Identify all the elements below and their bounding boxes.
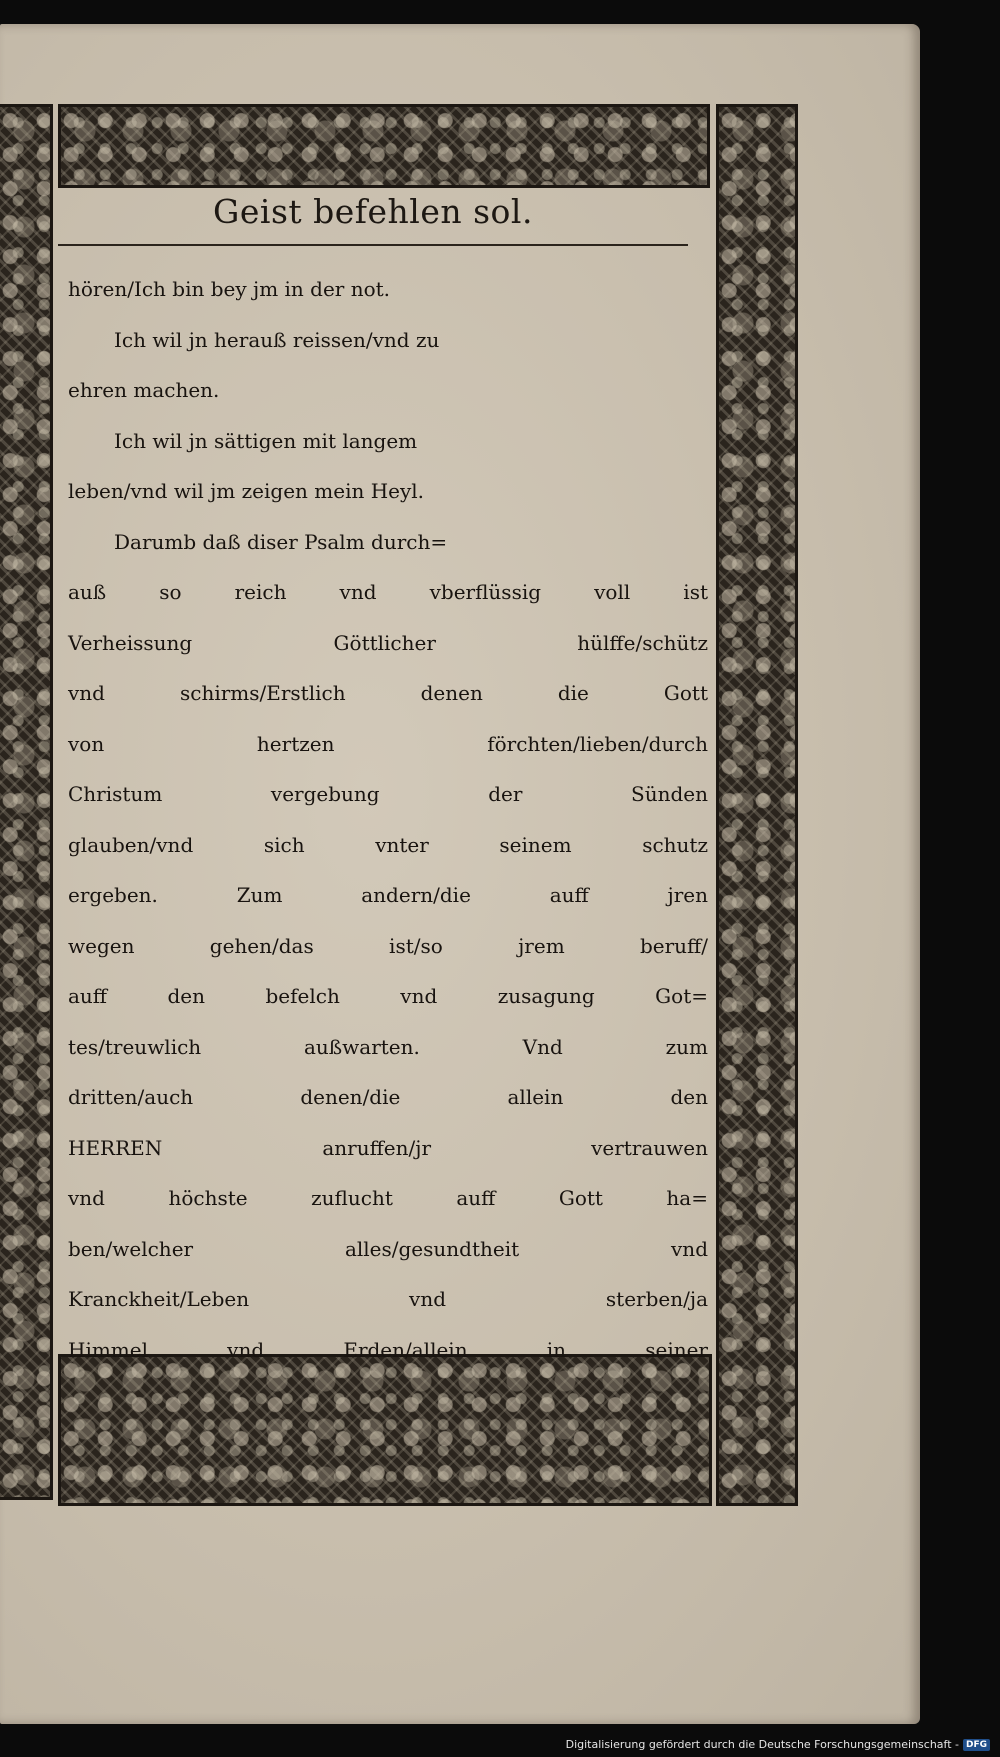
- ornamental-border-left: [0, 104, 53, 1500]
- book-page: [0, 24, 920, 1724]
- body-text: [68, 264, 708, 1375]
- text-line: auß so reich vnd vberflüssig voll ist: [68, 580, 708, 604]
- text-line: auff den befelch vnd zusagung Got=: [68, 984, 708, 1008]
- text-line: Ich wil jn sättigen mit langem: [114, 428, 418, 453]
- text-line: hören/Ich bin bey jm in der not.: [68, 277, 391, 301]
- text-line: ergeben. Zum andern/die auff jren: [68, 883, 708, 907]
- text-line: Verheissung Göttlicher hülffe/schütz: [68, 630, 708, 655]
- head-rule: [58, 244, 688, 246]
- text-line: tes/treuwlich außwarten. Vnd zum: [68, 1034, 708, 1059]
- ornamental-border-bottom: [58, 1354, 712, 1506]
- text-line: Darumb daß diser Psalm durch=: [114, 529, 448, 554]
- text-line: vnd schirms/Erstlich denen die Gott: [68, 681, 708, 705]
- credit-text: Digitalisierung gefördert durch die Deutsche Forschungsgemeinschaft -: [565, 1738, 959, 1751]
- text-line: leben/vnd wil jm zeigen mein Heyl.: [68, 479, 425, 503]
- ornamental-border-right: [716, 104, 798, 1506]
- text-panel: [58, 186, 710, 1362]
- text-line: HERREN anruffen/jr vertrauwen: [68, 1135, 708, 1160]
- text-line: Christum vergebung der Sünden: [68, 782, 708, 806]
- ornamental-border-top: [58, 104, 710, 188]
- running-head: Geist befehlen sol.: [213, 192, 533, 231]
- text-line: Himmel vnd Erden/allein in seiner: [68, 1337, 708, 1362]
- text-line: wegen gehen/das ist/so jrem beruff/: [68, 933, 708, 958]
- text-line: ehren machen.: [68, 378, 220, 402]
- text-line: von hertzen förchten/lieben/durch: [68, 731, 708, 756]
- dfg-logo: DFG: [963, 1739, 990, 1751]
- text-line: Ich wil jn herauß reissen/vnd zu: [114, 327, 440, 352]
- text-line: glauben/vnd sich vnter seinem schutz: [68, 832, 708, 857]
- text-line: Kranckheit/Leben vnd sterben/ja: [68, 1287, 708, 1311]
- text-line: dritten/auch denen/die allein den: [68, 1085, 708, 1109]
- text-line: vnd höchste zuflucht auff Gott ha=: [68, 1186, 708, 1210]
- digitization-credit: [566, 1738, 990, 1751]
- text-line: ben/welcher alles/gesundtheit vnd: [68, 1236, 708, 1261]
